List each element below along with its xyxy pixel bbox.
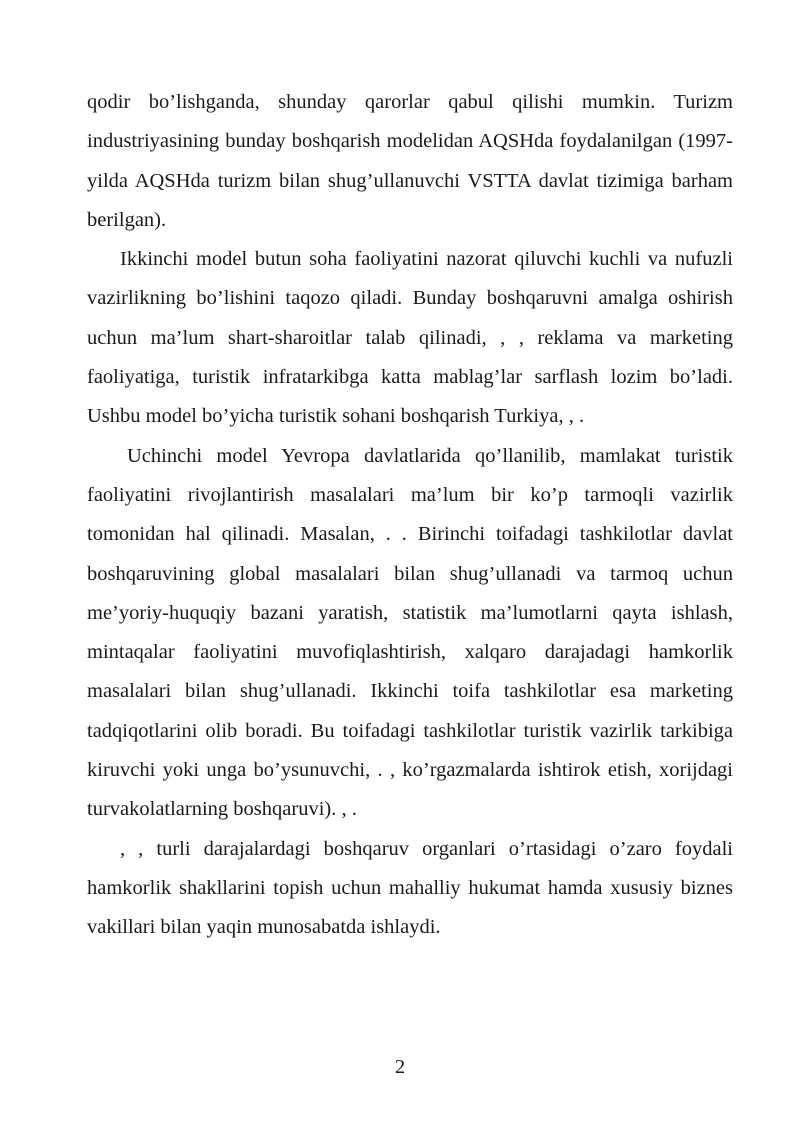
paragraph-continuation: qodir bo’lishganda, shunday qarorlar qabul qilishi mumkin. Turizm industriyasining bunday boshqarish modelidan AQSHda foydalanilgan (1997-yilda AQSHda turizm bilan shug’ullanuvchi VSTTA davlat tizimiga barham berilgan). xyxy=(87,91,733,231)
page-number: 2 xyxy=(394,1056,406,1078)
paragraph-second-model: Ikkinchi model butun soha faoliyatini nazorat qiluvchi kuchli va nufuzli vazirlikning bo’lishini taqozo qiladi. Bunday boshqaruvni amalga oshirish uchun ma’lum shart-sharoitlar talab qilinadi, , , reklama va marketing faoliyatiga, turistik infratarkibga katta mablag’lar sarflash lozim bo’ladi. Ushbu model bo’yicha turistik sohani boshqarish Turkiya, , . xyxy=(87,248,733,428)
body-text xyxy=(87,83,733,948)
paragraph-third-model: Uchinchi model Yevropa davlatlarida qo’llanilib, mamlakat turistik faoliyatini rivojlantirish masalalari ma’lum bir ko’p tarmoqli vazirlik tomonidan hal qilinadi. Masalan, . . Birinchi toifadagi tashkilotlar davlat boshqaruvining global masalalari bilan shug’ullanadi va tarmoq uchun me’yoriy-huquqiy bazani yaratish, statistik ma’lumotlarni qayta ishlash, mintaqalar faoliyatini muvofiqlashtirish, xalqaro darajadagi hamkorlik masalalari bilan shug’ullanadi. Ikkinchi toifa tashkilotlar esa marketing tadqiqotlarini olib boradi. Bu toifadagi tashkilotlar turistik vazirlik tarkibiga kiruvchi yoki unga bo’ysunuvchi, . , ko’rgazmalarda ishtirok etish, xorijdagi turvakolatlarning boshqaruvi). , . xyxy=(87,444,733,821)
paragraph-cooperation: , , turli darajalardagi boshqaruv organlari o’rtasidagi o’zaro foydali hamkorlik shakllarini topish uchun mahalliy hukumat hamda xususiy biznes vakillari bilan yaqin munosabatda ishlaydi. xyxy=(87,837,733,939)
